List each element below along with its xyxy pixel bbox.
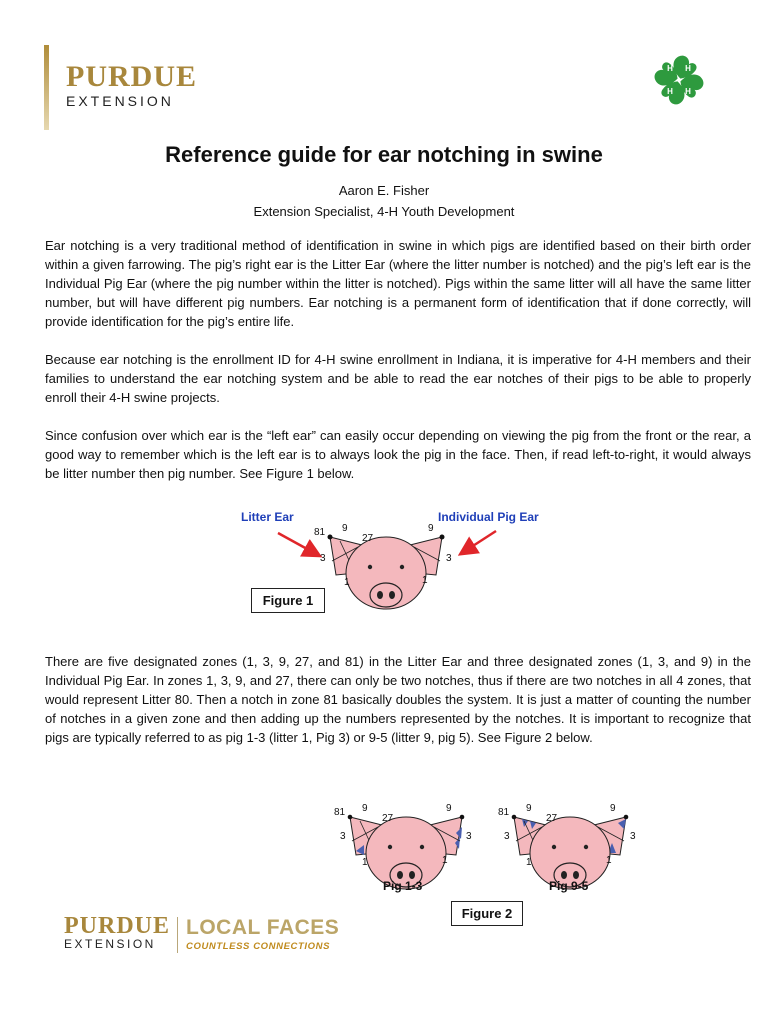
fig2a-zone-1-left: 1 xyxy=(362,857,368,868)
footer-divider xyxy=(177,917,178,953)
purdue-extension-logo xyxy=(66,62,197,109)
footer-purdue-text: PURDUE xyxy=(64,913,170,939)
svg-text:H: H xyxy=(685,64,691,73)
author-block xyxy=(0,180,768,222)
paragraph-left-ear: Since confusion over which ear is the “left ear” can easily occur depending on viewing the pig from the front or the rear, a good way to remember which is the left ear is to always look the pig in the face. Then, if read left-to-right, it would always be litter number then pig number. See Figure 1 below. xyxy=(45,428,751,481)
logo-purdue-text: PURDUE xyxy=(66,60,197,93)
figure1-label: Figure 1 xyxy=(251,588,325,613)
fig2a-zone-27: 27 xyxy=(382,813,394,824)
svg-text:H: H xyxy=(685,87,691,96)
fig2b-zone-3-left: 3 xyxy=(504,831,510,842)
individual-pig-ear-label: Individual Pig Ear xyxy=(438,510,539,524)
fig2b-zone-1-left: 1 xyxy=(526,857,532,868)
pig-9-5-diagram xyxy=(498,803,636,889)
fig2b-zone-9-right: 9 xyxy=(610,803,616,814)
fig2b-zone-81: 81 xyxy=(498,807,510,818)
author-name: Aaron E. Fisher xyxy=(338,183,430,198)
header-gold-bar xyxy=(44,45,49,130)
logo-extension-text: EXTENSION xyxy=(66,93,174,109)
pig-9-5-caption: Pig 9-5 xyxy=(549,879,589,893)
fig2a-zone-9-right: 9 xyxy=(446,803,452,814)
fig2a-zone-9-left: 9 xyxy=(362,803,368,814)
paragraph-zones: There are five designated zones (1, 3, 9, 27, and 81) in the Litter Ear and three designated zones (1, 3, and 9) in the Individual Pig Ear. In zones 1, 3, 9, and 27, there can only be two notches, thus if there are two notches in all 4 zones, that would represent Litter 80. Then a notch in zone 81 basically doubles the system. It is just a matter of counting the number of notches in a given zone and then adding up the numbers represented by the notches. It is important to recognize that pigs are typically referred to as pig 1-3 (litter 1, Pig 3) or 9-5 (litter 9, pig 5). See Figure 2 below. xyxy=(45,654,751,745)
figure2-label: Figure 2 xyxy=(451,901,523,926)
footer-local-faces-logo xyxy=(186,918,339,952)
fig2b-zone-3-right: 3 xyxy=(630,831,636,842)
author-role: Extension Specialist, 4-H Youth Development xyxy=(253,204,515,219)
fig1-zone-1-right: 1 xyxy=(422,575,428,586)
fig1-zone-81: 81 xyxy=(314,527,326,538)
fig2a-zone-3-right: 3 xyxy=(466,831,472,842)
fig2a-zone-3-left: 3 xyxy=(340,831,346,842)
fig2b-zone-27: 27 xyxy=(546,813,558,824)
footer-local-faces-text: LOCAL FACES xyxy=(186,916,340,939)
paragraph-enrollment: Because ear notching is the enrollment ID for 4-H swine enrollment in Indiana, it is imperative for 4-H members and their families to understand the ear notching system and be able to read the ear notches of their pigs to be able to properly enroll their 4-H swine projects. xyxy=(45,352,751,405)
fig1-zone-3-right: 3 xyxy=(446,553,452,564)
four-h-clover-icon xyxy=(652,53,706,107)
litter-ear-arrow xyxy=(278,533,318,555)
fig1-zone-27: 27 xyxy=(362,533,374,544)
fig1-zone-3-left: 3 xyxy=(320,553,326,564)
fig2b-zone-9-left: 9 xyxy=(526,803,532,814)
fig2a-zone-81: 81 xyxy=(334,807,346,818)
footer-purdue-logo xyxy=(64,915,170,955)
footer-countless-connections-text: COUNTLESS CONNECTIONS xyxy=(186,941,331,952)
fig1-zone-9-right: 9 xyxy=(428,523,434,534)
fig2a-zone-1-right: 1 xyxy=(442,855,448,866)
paragraph-intro: Ear notching is a very traditional method of identification in swine in which pigs are identified based on their birth order within a given farrowing. The pig’s right ear is the Litter Ear (where the litter number is notched) and the pig’s left ear is the Individual Pig Ear (where the pig number within the litter is notched). Pigs within the same litter will all have the same litter number, but will have different pig numbers. Ear notching is a permanent form of identification that if done correctly, will provide identification for the pig’s entire life. xyxy=(45,238,751,329)
fig2b-zone-1-right: 1 xyxy=(606,855,612,866)
litter-ear-label: Litter Ear xyxy=(241,510,294,524)
svg-text:H: H xyxy=(667,64,673,73)
pig-snout xyxy=(370,583,402,607)
individual-ear-arrow xyxy=(462,531,496,553)
pig-1-3-caption: Pig 1-3 xyxy=(383,879,423,893)
pig-1-3-diagram xyxy=(334,803,472,889)
footer-extension-text: EXTENSION xyxy=(64,937,156,951)
fig1-zone-9-left: 9 xyxy=(342,523,348,534)
svg-text:H: H xyxy=(667,87,673,96)
fig1-zone-1-left: 1 xyxy=(344,577,350,588)
page-title: Reference guide for ear notching in swine xyxy=(165,142,603,167)
